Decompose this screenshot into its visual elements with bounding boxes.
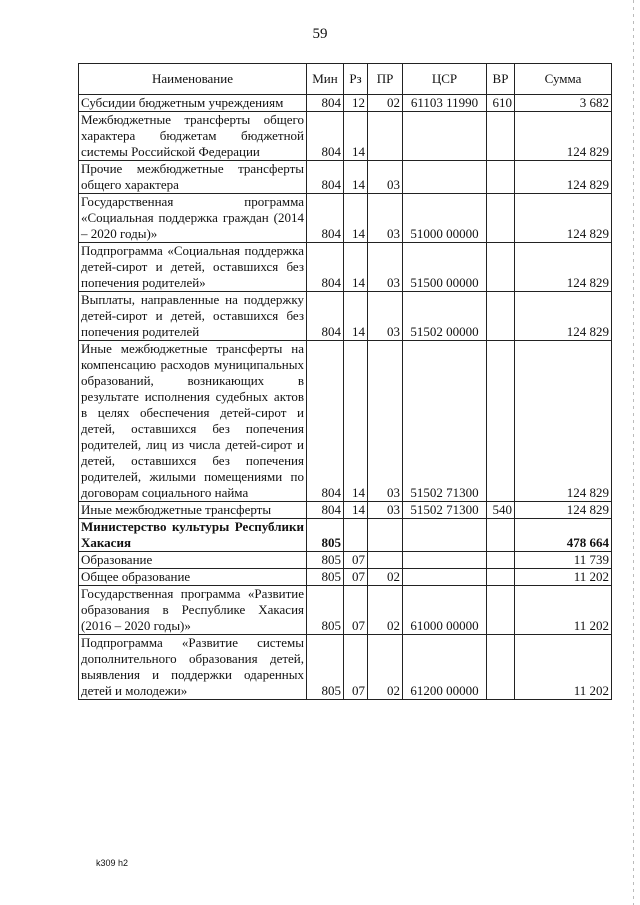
cell-pr: 03 [368,243,403,292]
cell-vr [487,194,515,243]
header-csr: ЦСР [403,64,487,95]
cell-min: 804 [307,194,344,243]
cell-rz: 14 [344,161,368,194]
cell-vr [487,341,515,502]
cell-name: Подпрограмма «Развитие системы дополнительного образования детей, выявления и поддержки одаренных детей и молодежи» [79,635,307,700]
cell-name: Иные межбюджетные трансферты на компенсацию расходов муниципальных образований, возникающих в результате исполнения судебных актов в целях обеспечения детей-сирот и детей, оставшихся без попечения родителей, лиц из числа детей-сирот и детей, оставшихся без попечения родителей, жилыми помещениями по договорам социального найма [79,341,307,502]
table-body [79,95,612,700]
cell-csr [403,569,487,586]
cell-min: 804 [307,112,344,161]
cell-sum: 124 829 [515,112,612,161]
cell-sum: 124 829 [515,341,612,502]
cell-name: Выплаты, направленные на поддержку детей-сирот и детей, оставшихся без попечения родителей [79,292,307,341]
cell-csr: 51502 71300 [403,502,487,519]
cell-csr [403,112,487,161]
cell-sum: 11 739 [515,552,612,569]
header-rz: Рз [344,64,368,95]
scan-edge-line [633,0,634,905]
cell-rz: 14 [344,112,368,161]
cell-pr: 02 [368,635,403,700]
header-min: Мин [307,64,344,95]
table-row [79,569,612,586]
cell-sum: 11 202 [515,635,612,700]
cell-name: Государственная программа «Развитие образования в Республике Хакасия (2016 – 2020 годы)» [79,586,307,635]
cell-vr [487,161,515,194]
table-row [79,552,612,569]
cell-sum: 11 202 [515,586,612,635]
header-name: Наименование [79,64,307,95]
table-header-row [79,64,612,95]
cell-rz: 14 [344,243,368,292]
cell-sum: 124 829 [515,243,612,292]
cell-vr [487,519,515,552]
cell-vr [487,292,515,341]
cell-pr: 03 [368,194,403,243]
cell-sum: 11 202 [515,569,612,586]
cell-min: 805 [307,635,344,700]
cell-pr: 02 [368,569,403,586]
document-code: k309 h2 [96,858,129,868]
cell-min: 804 [307,502,344,519]
cell-vr [487,243,515,292]
cell-sum: 124 829 [515,194,612,243]
cell-vr [487,112,515,161]
cell-pr [368,552,403,569]
header-pr: ПР [368,64,403,95]
cell-pr: 02 [368,95,403,112]
cell-csr: 61103 11990 [403,95,487,112]
cell-vr: 540 [487,502,515,519]
cell-csr: 51502 71300 [403,341,487,502]
cell-sum: 478 664 [515,519,612,552]
cell-csr [403,161,487,194]
cell-name: Прочие межбюджетные трансферты общего характера [79,161,307,194]
table-row [79,635,612,700]
table-row [79,194,612,243]
cell-pr: 03 [368,161,403,194]
cell-pr: 02 [368,586,403,635]
cell-name: Министерство культуры Республики Хакасия [79,519,307,552]
cell-rz: 14 [344,194,368,243]
table-row [79,519,612,552]
cell-rz: 07 [344,569,368,586]
cell-vr: 610 [487,95,515,112]
page-number: 59 [312,26,328,42]
cell-csr: 51500 00000 [403,243,487,292]
table-row [79,586,612,635]
cell-name: Образование [79,552,307,569]
cell-csr: 61000 00000 [403,586,487,635]
cell-csr: 51502 00000 [403,292,487,341]
cell-rz: 07 [344,635,368,700]
cell-name: Субсидии бюджетным учреждениям [79,95,307,112]
cell-sum: 124 829 [515,161,612,194]
cell-sum: 124 829 [515,502,612,519]
cell-min: 804 [307,95,344,112]
cell-name: Подпрограмма «Социальная поддержка детей-сирот и детей, оставшихся без попечения родителей» [79,243,307,292]
cell-rz: 07 [344,586,368,635]
cell-vr [487,586,515,635]
table-row [79,95,612,112]
cell-name: Межбюджетные трансферты общего характера бюджетам бюджетной системы Российской Федерации [79,112,307,161]
cell-rz [344,519,368,552]
table-row [79,502,612,519]
cell-vr [487,635,515,700]
table-row [79,112,612,161]
header-vr: ВР [487,64,515,95]
cell-sum: 3 682 [515,95,612,112]
table-row [79,341,612,502]
cell-rz: 14 [344,341,368,502]
cell-min: 804 [307,161,344,194]
table-row [79,292,612,341]
cell-pr [368,519,403,552]
cell-pr: 03 [368,341,403,502]
budget-table [78,63,612,700]
cell-rz: 12 [344,95,368,112]
cell-pr [368,112,403,161]
table-row [79,243,612,292]
cell-min: 804 [307,243,344,292]
cell-csr: 51000 00000 [403,194,487,243]
cell-min: 805 [307,569,344,586]
cell-rz: 07 [344,552,368,569]
cell-name: Государственная программа «Социальная поддержка граждан (2014 – 2020 годы)» [79,194,307,243]
cell-min: 804 [307,292,344,341]
header-sum: Сумма [515,64,612,95]
cell-vr [487,569,515,586]
cell-min: 805 [307,519,344,552]
cell-csr [403,519,487,552]
cell-pr: 03 [368,292,403,341]
cell-min: 804 [307,341,344,502]
cell-min: 805 [307,552,344,569]
cell-csr: 61200 00000 [403,635,487,700]
cell-rz: 14 [344,292,368,341]
table-row [79,161,612,194]
cell-sum: 124 829 [515,292,612,341]
cell-rz: 14 [344,502,368,519]
cell-name: Иные межбюджетные трансферты [79,502,307,519]
cell-csr [403,552,487,569]
cell-name: Общее образование [79,569,307,586]
cell-vr [487,552,515,569]
cell-min: 805 [307,586,344,635]
cell-pr: 03 [368,502,403,519]
